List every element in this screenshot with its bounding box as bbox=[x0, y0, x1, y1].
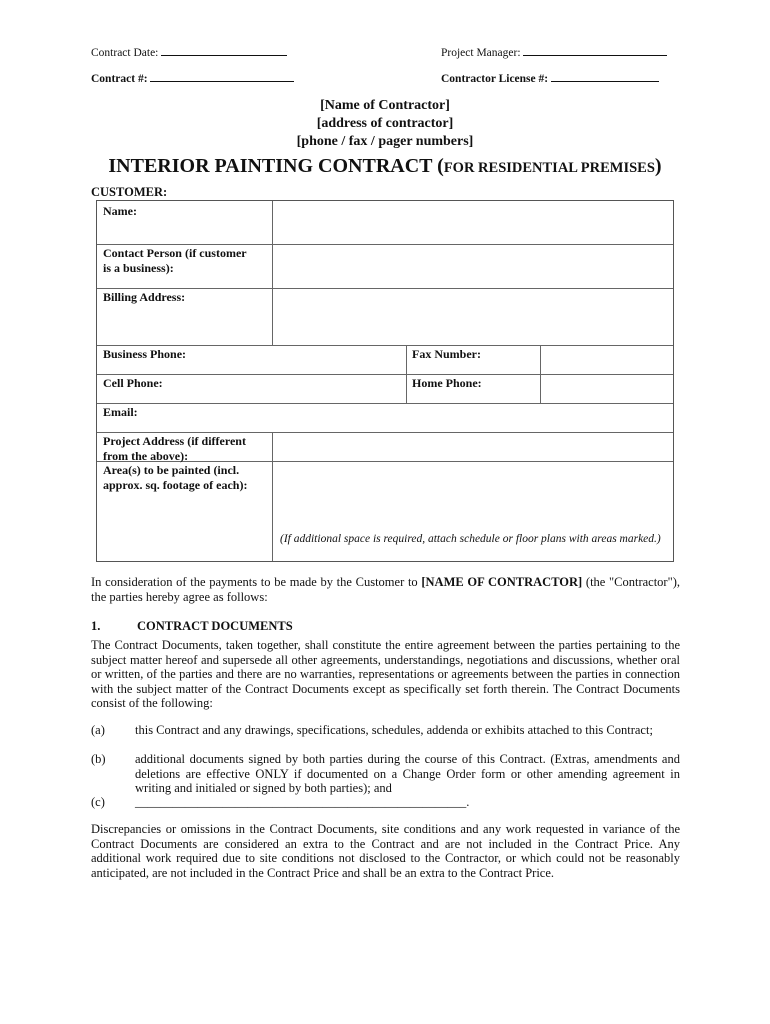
item-a-mark: (a) bbox=[91, 723, 105, 737]
closing-paragraph: Discrepancies or omissions in the Contract Documents, site conditions and any work requested in variance of the Contract Documents are considered an extra to the Contract and are not included in the Contract Price. Any additional work required due to site conditions not disclosed to the Contractor, or which could not be reasonably anticipated, are not included in the Contract Price and shall be an extra to the Contract Price. bbox=[91, 822, 680, 880]
area-painted-input[interactable] bbox=[273, 462, 673, 532]
contractor-name: [Name of Contractor] bbox=[320, 98, 450, 113]
billing-address-label: Billing Address: bbox=[103, 290, 186, 304]
item-b-text: additional documents signed by both parties during the course of this Contract. (Extras, amendments and deletions are effective ONLY if documented on a Change Order form or other amending agreement in writing and initialed or signed by both parties); and bbox=[135, 752, 680, 796]
title-sub: FOR RESIDENTIAL PREMISES bbox=[443, 160, 655, 176]
project-manager-label: Project Manager: bbox=[441, 47, 521, 59]
contact-person-label-line2: is a business): bbox=[103, 260, 174, 275]
contract-number-line[interactable] bbox=[150, 71, 294, 82]
contract-date-field[interactable] bbox=[91, 45, 287, 59]
project-address-label bbox=[103, 434, 246, 463]
contact-person-label-line1: Contact Person (if customer bbox=[103, 246, 247, 260]
fax-number-label: Fax Number: bbox=[412, 347, 481, 361]
project-manager-line[interactable] bbox=[523, 45, 667, 56]
title-close: ) bbox=[654, 155, 662, 177]
item-c-text[interactable]: _____________________________________________________. bbox=[135, 795, 470, 809]
intro-text-after: (the "Contractor"), the parties hereby agree as follows: bbox=[91, 575, 680, 604]
contractor-address: [address of contractor] bbox=[316, 116, 454, 131]
contract-number-field[interactable] bbox=[91, 71, 294, 85]
project-address-input[interactable] bbox=[273, 433, 673, 461]
contractor-phone: [phone / fax / pager numbers] bbox=[296, 134, 474, 149]
contract-number-label: Contract #: bbox=[91, 73, 148, 85]
section-1-number: 1. bbox=[91, 619, 101, 633]
billing-address-input[interactable] bbox=[273, 289, 673, 345]
area-note: (If additional space is required, attach schedule or floor plans with areas marked.) bbox=[280, 533, 661, 545]
cell-phone-label: Cell Phone: bbox=[103, 376, 163, 390]
area-painted-label-line1: Area(s) to be painted (incl. bbox=[103, 463, 240, 477]
col-divider bbox=[406, 345, 407, 403]
project-manager-field[interactable] bbox=[441, 45, 667, 59]
name-label: Name: bbox=[103, 204, 137, 218]
document-title bbox=[0, 155, 770, 178]
business-phone-input[interactable] bbox=[273, 346, 406, 374]
cell-phone-input[interactable] bbox=[273, 375, 406, 403]
contract-date-line[interactable] bbox=[161, 45, 287, 56]
contact-person-input[interactable] bbox=[273, 245, 673, 288]
title-main: INTERIOR PAINTING CONTRACT ( bbox=[108, 155, 444, 177]
contractor-block bbox=[0, 97, 770, 151]
project-address-label-line1: Project Address (if different bbox=[103, 434, 246, 448]
item-a-text: this Contract and any drawings, specifications, schedules, addenda or exhibits attached to this Contract; bbox=[135, 723, 653, 737]
contract-date-label: Contract Date: bbox=[91, 47, 159, 59]
intro-paragraph bbox=[91, 575, 680, 604]
project-address-label-line2: from the above): bbox=[103, 448, 189, 463]
intro-text-before: In consideration of the payments to be made by the Customer to bbox=[91, 575, 422, 589]
item-b-mark: (b) bbox=[91, 752, 106, 766]
intro-contractor-name: [NAME OF CONTRACTOR] bbox=[421, 575, 583, 589]
home-phone-label: Home Phone: bbox=[412, 376, 482, 390]
customer-heading: CUSTOMER: bbox=[91, 185, 168, 199]
contractor-license-field[interactable] bbox=[441, 71, 659, 85]
contact-person-label bbox=[103, 246, 247, 275]
home-phone-input[interactable] bbox=[541, 375, 673, 403]
contractor-license-line[interactable] bbox=[551, 71, 659, 82]
area-painted-label-line2: approx. sq. footage of each): bbox=[103, 477, 248, 492]
section-1-title: CONTRACT DOCUMENTS bbox=[137, 619, 293, 633]
email-input[interactable] bbox=[157, 404, 673, 432]
business-phone-label: Business Phone: bbox=[103, 347, 187, 361]
contractor-license-label: Contractor License #: bbox=[441, 73, 549, 85]
fax-number-input[interactable] bbox=[541, 346, 673, 374]
section-1-heading bbox=[91, 619, 293, 634]
area-painted-label bbox=[103, 463, 247, 492]
item-c-mark: (c) bbox=[91, 795, 105, 809]
email-label: Email: bbox=[103, 405, 138, 419]
section-1-body: The Contract Documents, taken together, shall constitute the entire agreement between the parties pertaining to the subject matter hereof and supersede all other agreements, understandings, negotiations and discussions, whether oral or written, of the parties and there are no warranties, representations or agreements between the parties in connection with the subject matter of the Contract Documents except as specifically set forth therein. The Contract Documents consist of the following: bbox=[91, 638, 680, 711]
name-input[interactable] bbox=[273, 201, 673, 244]
customer-form bbox=[96, 200, 674, 562]
